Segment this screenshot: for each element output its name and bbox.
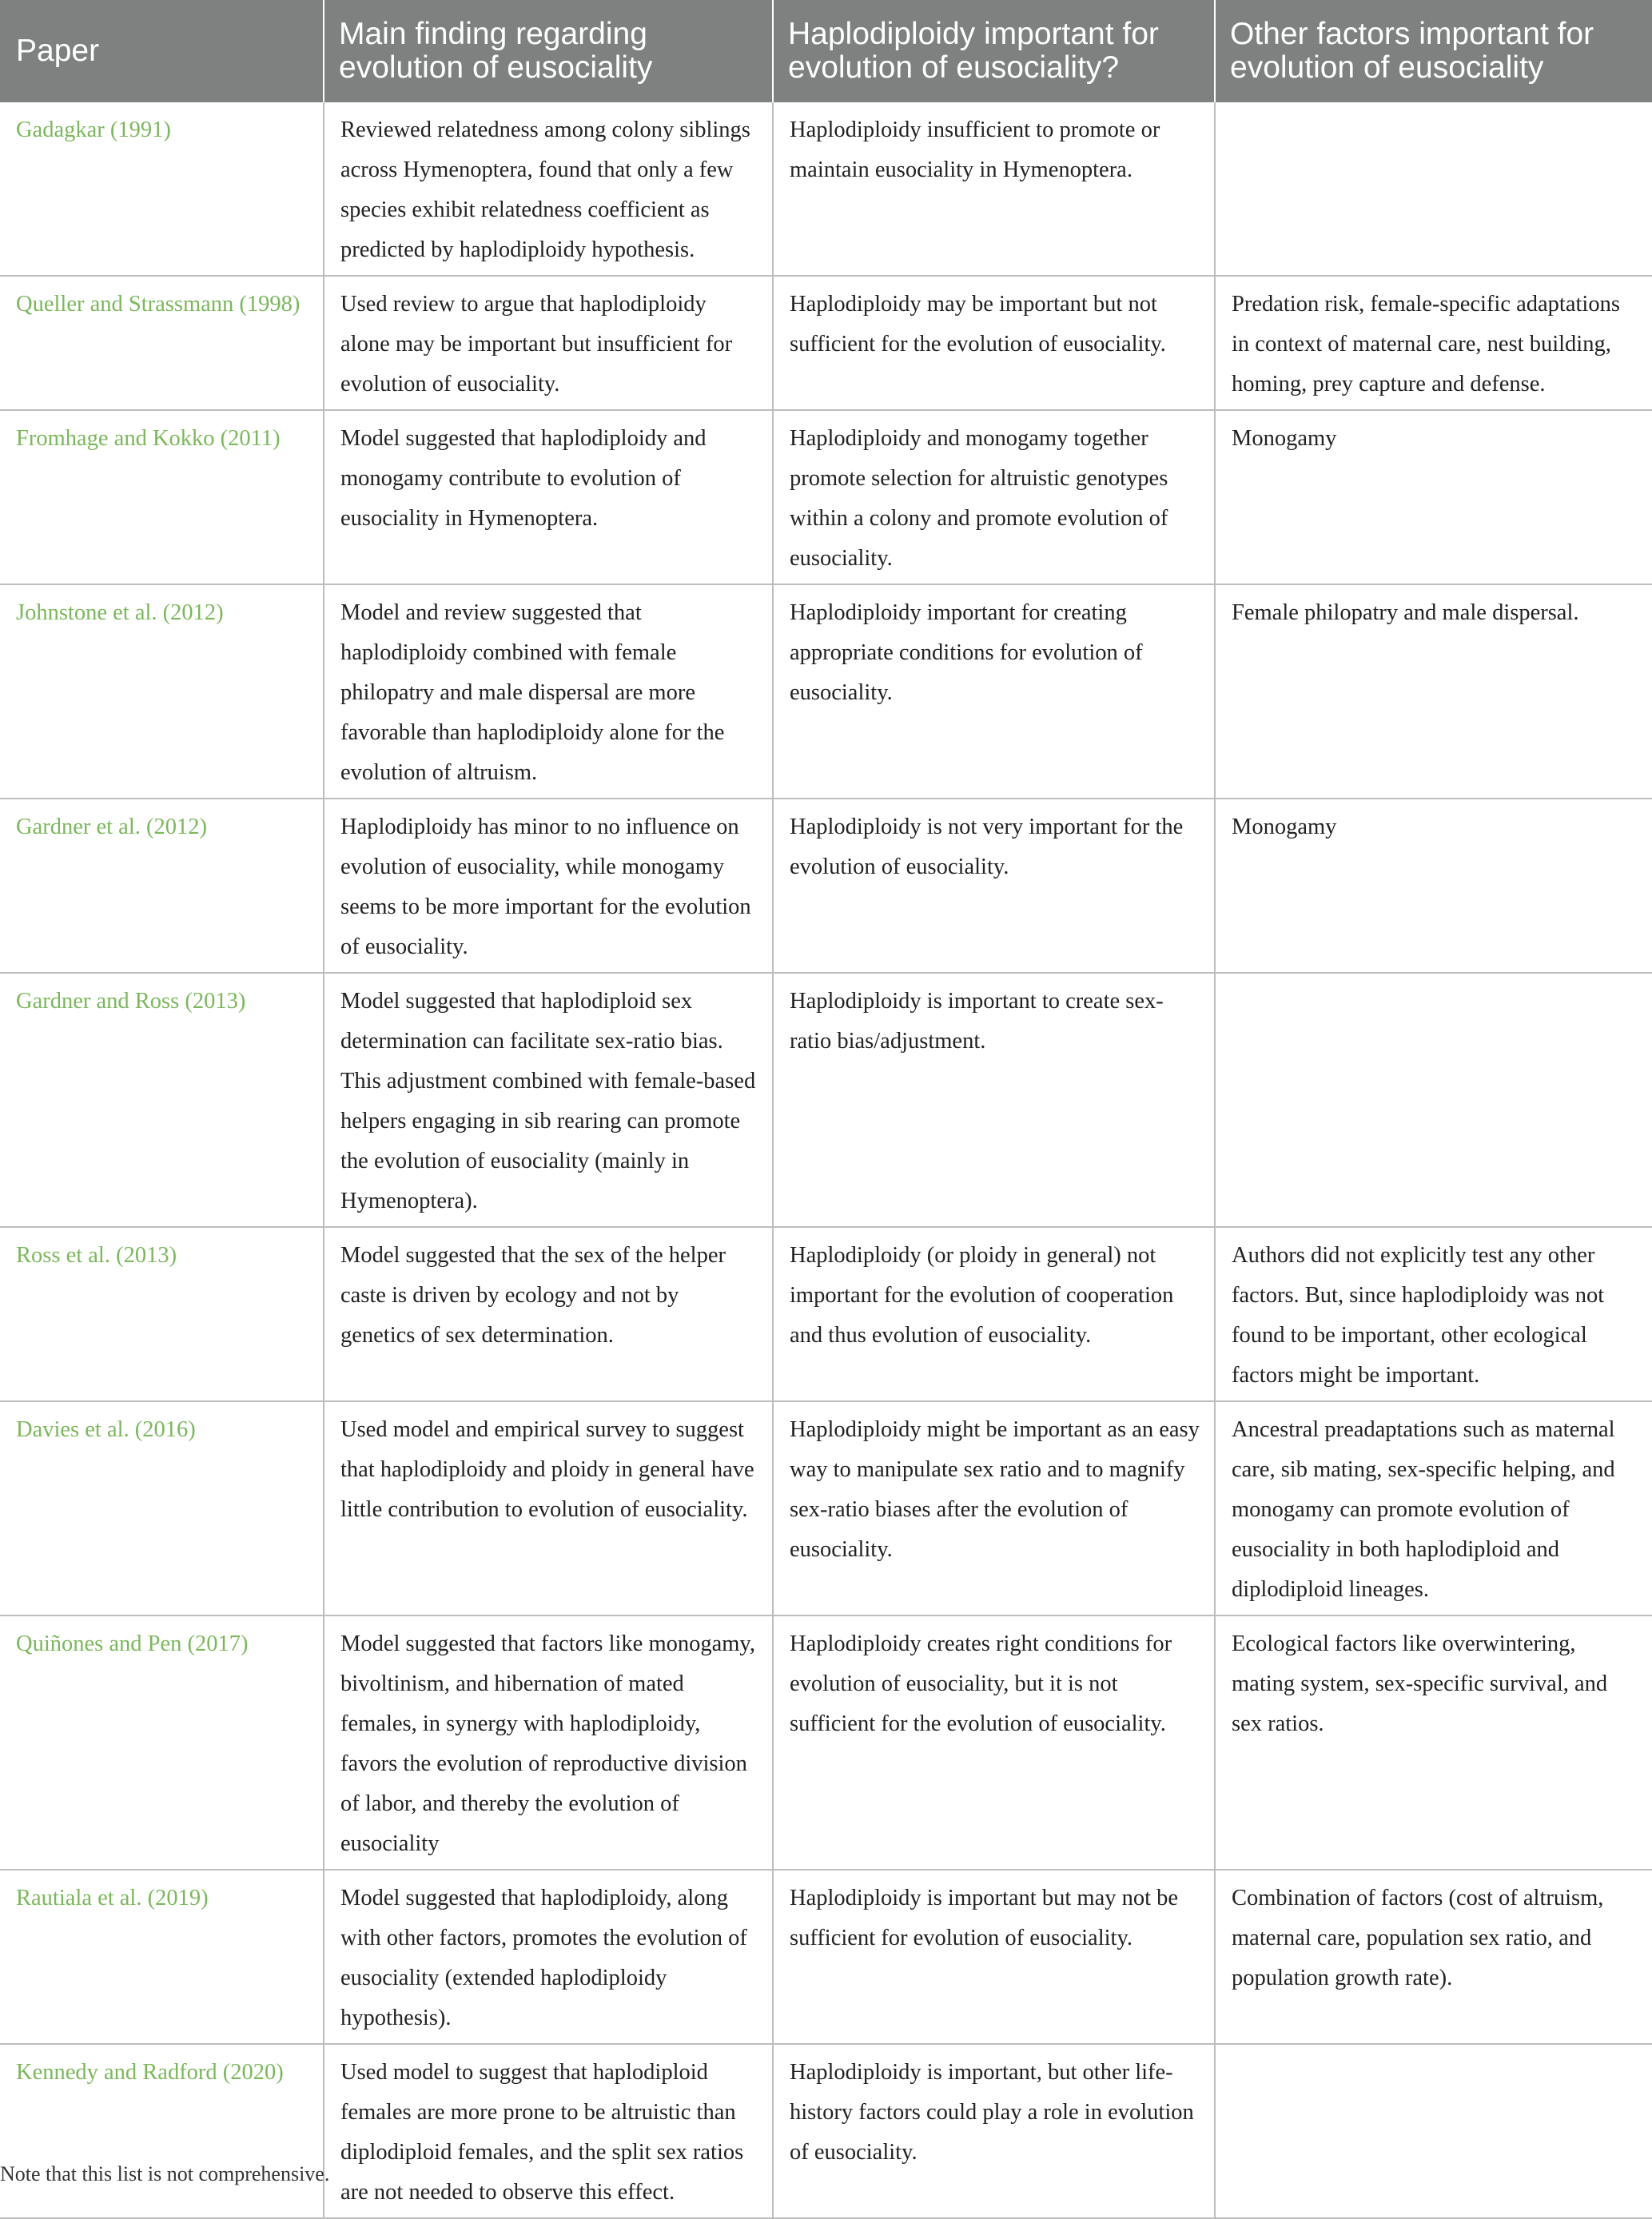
- other-factors-cell: Female philopatry and male dispersal.: [1215, 584, 1652, 799]
- main-finding-cell: Model suggested that the sex of the helper caste is driven by ecology and not by genetics of sex determination.: [324, 1227, 773, 1401]
- table-row: [0, 2044, 1652, 2218]
- header-paper: Paper: [0, 0, 324, 102]
- main-finding-cell: Model suggested that factors like monogamy, bivoltinism, and hibernation of mated females, in synergy with haplodiploidy, favors the evolution of reproductive division of labor, and thereby the evolution of eusociality: [324, 1615, 773, 1870]
- table-row: [0, 1227, 1652, 1401]
- paper-citation[interactable]: Fromhage and Kokko (2011): [0, 410, 324, 584]
- haplodiploidy-cell: Haplodiploidy is not very important for the evolution of eusociality.: [773, 799, 1215, 973]
- table-row: [0, 973, 1652, 1227]
- table-row: [0, 1615, 1652, 1870]
- paper-citation[interactable]: Gadagkar (1991): [0, 102, 324, 276]
- table-row: [0, 276, 1652, 410]
- main-finding-cell: Reviewed relatedness among colony siblings across Hymenoptera, found that only a few species exhibit relatedness coefficient as predicted by haplodiploidy hypothesis.: [324, 102, 773, 276]
- paper-citation[interactable]: Davies et al. (2016): [0, 1401, 324, 1615]
- haplodiploidy-cell: Haplodiploidy is important to create sex-ratio bias/adjustment.: [773, 973, 1215, 1227]
- other-factors-cell: Authors did not explicitly test any other factors. But, since haplodiploidy was not found to be important, other ecological factors might be important.: [1215, 1227, 1652, 1401]
- table-row: [0, 1870, 1652, 2044]
- paper-citation[interactable]: Johnstone et al. (2012): [0, 584, 324, 799]
- table-row: [0, 102, 1652, 276]
- header-main-finding: Main finding regarding evolution of eusociality: [324, 0, 773, 102]
- main-finding-cell: Used review to argue that haplodiploidy alone may be important but insufficient for evolution of eusociality.: [324, 276, 773, 410]
- paper-citation[interactable]: Ross et al. (2013): [0, 1227, 324, 1401]
- main-finding-cell: Used model to suggest that haplodiploid females are more prone to be altruistic than diplodiploid females, and the split sex ratios are not needed to observe this effect.: [324, 2044, 773, 2218]
- other-factors-cell: [1215, 2044, 1652, 2218]
- header-haplodiploidy-important: Haplodiploidy important for evolution of eusociality?: [773, 0, 1215, 102]
- paper-citation[interactable]: Kennedy and Radford (2020): [0, 2044, 324, 2218]
- other-factors-cell: [1215, 102, 1652, 276]
- main-finding-cell: Model suggested that haplodiploid sex determination can facilitate sex-ratio bias. This adjustment combined with female-based helpers engaging in sib rearing can promote the evolution of eusociality (mainly in Hymenoptera).: [324, 973, 773, 1227]
- main-finding-cell: Haplodiploidy has minor to no influence on evolution of eusociality, while monogamy seems to be more important for the evolution of eusociality.: [324, 799, 773, 973]
- main-finding-cell: Model suggested that haplodiploidy and monogamy contribute to evolution of eusociality in Hymenoptera.: [324, 410, 773, 584]
- table-row: [0, 410, 1652, 584]
- haplodiploidy-cell: Haplodiploidy (or ploidy in general) not important for the evolution of cooperation and thus evolution of eusociality.: [773, 1227, 1215, 1401]
- other-factors-cell: Ecological factors like overwintering, mating system, sex-specific survival, and sex ratios.: [1215, 1615, 1652, 1870]
- haplodiploidy-cell: Haplodiploidy is important, but other life-history factors could play a role in evolution of eusociality.: [773, 2044, 1215, 2218]
- paper-citation[interactable]: Gardner and Ross (2013): [0, 973, 324, 1227]
- table-row: [0, 1401, 1652, 1615]
- table-row: [0, 799, 1652, 973]
- other-factors-cell: Monogamy: [1215, 799, 1652, 973]
- haplodiploidy-cell: Haplodiploidy important for creating appropriate conditions for evolution of eusociality.: [773, 584, 1215, 799]
- other-factors-cell: Predation risk, female-specific adaptations in context of maternal care, nest building, homing, prey capture and defense.: [1215, 276, 1652, 410]
- main-finding-cell: Model suggested that haplodiploidy, along with other factors, promotes the evolution of eusociality (extended haplodiploidy hypothesis).: [324, 1870, 773, 2044]
- haplodiploidy-cell: Haplodiploidy may be important but not sufficient for the evolution of eusociality.: [773, 276, 1215, 410]
- paper-citation[interactable]: Quiñones and Pen (2017): [0, 1615, 324, 1870]
- table-header-row: [0, 0, 1652, 102]
- other-factors-cell: Monogamy: [1215, 410, 1652, 584]
- header-other-factors: Other factors important for evolution of eusociality: [1215, 0, 1652, 102]
- main-finding-cell: Used model and empirical survey to suggest that haplodiploidy and ploidy in general have little contribution to evolution of eusociality.: [324, 1401, 773, 1615]
- haplodiploidy-cell: Haplodiploidy and monogamy together promote selection for altruistic genotypes within a colony and promote evolution of eusociality.: [773, 410, 1215, 584]
- haplodiploidy-cell: Haplodiploidy might be important as an easy way to manipulate sex ratio and to magnify sex-ratio biases after the evolution of eusociality.: [773, 1401, 1215, 1615]
- paper-citation[interactable]: Rautiala et al. (2019): [0, 1870, 324, 2044]
- haplodiploidy-cell: Haplodiploidy is important but may not be sufficient for evolution of eusociality.: [773, 1870, 1215, 2044]
- other-factors-cell: Combination of factors (cost of altruism, maternal care, population sex ratio, and population growth rate).: [1215, 1870, 1652, 2044]
- paper-citation[interactable]: Queller and Strassmann (1998): [0, 276, 324, 410]
- table-row: [0, 584, 1652, 799]
- main-finding-cell: Model and review suggested that haplodiploidy combined with female philopatry and male dispersal are more favorable than haplodiploidy alone for the evolution of altruism.: [324, 584, 773, 799]
- other-factors-cell: [1215, 973, 1652, 1227]
- other-factors-cell: Ancestral preadaptations such as maternal care, sib mating, sex-specific helping, and monogamy can promote evolution of eusociality in both haplodiploid and diplodiploid lineages.: [1215, 1401, 1652, 1615]
- haplodiploidy-cell: Haplodiploidy creates right conditions for evolution of eusociality, but it is not sufficient for the evolution of eusociality.: [773, 1615, 1215, 1870]
- haplodiploidy-cell: Haplodiploidy insufficient to promote or maintain eusociality in Hymenoptera.: [773, 102, 1215, 276]
- table-footnote: Note that this list is not comprehensive.: [0, 2162, 330, 2185]
- paper-citation[interactable]: Gardner et al. (2012): [0, 799, 324, 973]
